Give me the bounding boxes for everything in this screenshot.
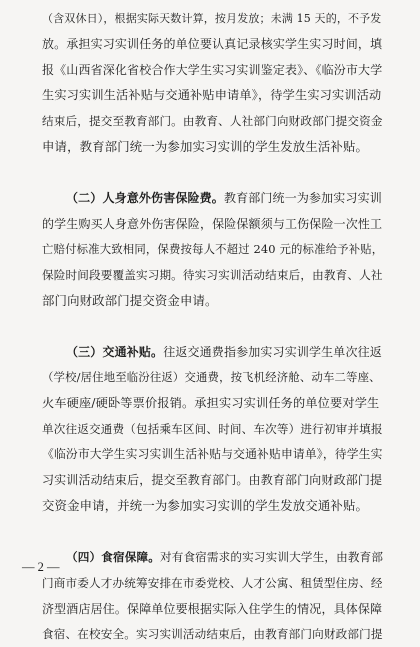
page-number: — 2 —	[22, 560, 60, 574]
text-line	[42, 82, 384, 108]
text-run: 往返交通费指参加实习实训学生单次往返	[163, 345, 382, 359]
text-run: （学校/居住地至临汾往返）交通费，按飞机经济舱、动车二等座、	[42, 370, 381, 384]
text-line	[42, 262, 384, 288]
text-run: 结束后，提交至教育部门。由教育、人社部门向财政部门提交资金	[42, 114, 383, 128]
text-line	[42, 441, 384, 467]
text-run: 保险时间段要覆盖实习期。待实习实训活动结束后，由教育、人社	[42, 268, 383, 282]
text-run: 部门向财政部门提交资金申请。	[42, 293, 218, 308]
text-run: 济型酒店居住。保障单位要根据实际入住学生的情况，具体保障	[42, 602, 383, 616]
text-run: 生实习实训生活补贴与交通补贴申请单》，待学生实习实训活动	[42, 88, 382, 102]
text-line	[42, 493, 384, 519]
text-line	[42, 416, 384, 442]
text-line	[42, 134, 384, 160]
text-run: 报《山西省深化省校合作大学生实习实训鉴定表》、《临汾市大学	[42, 63, 383, 77]
text-run: 单次往返交通费（包括乘车区间、时间、车次等）进行初审并填报	[42, 422, 383, 436]
text-line	[42, 108, 384, 134]
text-line	[42, 596, 384, 622]
text-line	[42, 364, 384, 390]
text-line	[42, 390, 384, 416]
section-heading: （二）人身意外伤害保险费。	[66, 191, 224, 205]
text-run: 放。承担实习实训任务的单位要认真记录核实学生实习时间，填	[42, 37, 383, 51]
text-line	[66, 185, 384, 211]
text-run: 食宿、在校安全。实习实训活动结束后，由教育部门向财政部门提	[42, 627, 383, 641]
text-run: 申请，教育部门统一为参加实习实训的学生发放生活补贴。	[42, 139, 369, 154]
text-line	[42, 467, 384, 493]
text-line	[42, 31, 384, 57]
text-line	[42, 621, 384, 647]
text-line	[42, 570, 384, 596]
text-run: 亡赔付标准大致相同，保费按每人不超过 240 元的标准给予补贴，	[42, 242, 384, 256]
text-run: 对有食宿需求的实习实训大学生，由教育部	[159, 550, 384, 564]
text-run: 门商市委人才办统筹安排在市委党校、人才公寓、租赁型住房、经	[42, 576, 383, 590]
text-line	[42, 236, 384, 262]
text-line	[42, 57, 384, 83]
text-line	[42, 6, 384, 32]
text-line	[42, 211, 384, 237]
text-run: 习实训活动结束后，提交至教育部门。由教育部门向财政部门提	[42, 473, 383, 487]
section-heading: （三）交通补贴。	[66, 345, 164, 359]
text-line	[66, 339, 384, 365]
text-run: 火车硬座/硬卧等票价报销。承担实习实训任务的单位要对学生	[42, 396, 380, 410]
text-run: 的学生购买人身意外伤害保险，保险保额须与工伤保险一次性工	[42, 217, 383, 231]
text-line	[66, 544, 384, 570]
section-heading: （四）食宿保障。	[66, 550, 160, 564]
text-run: （含双休日），根据实际天数计算，按月发放；未满 15 天的，不予发	[42, 12, 382, 25]
text-run: 《临汾市大学生实习实训生活补贴与交通补贴申请单》，待学生实	[42, 447, 383, 461]
text-run: 交资金申请，并统一为参加实习实训的学生发放交通补贴。	[42, 498, 369, 513]
text-line	[42, 288, 384, 314]
text-run: 教育部门统一为参加实习实训	[223, 191, 382, 205]
